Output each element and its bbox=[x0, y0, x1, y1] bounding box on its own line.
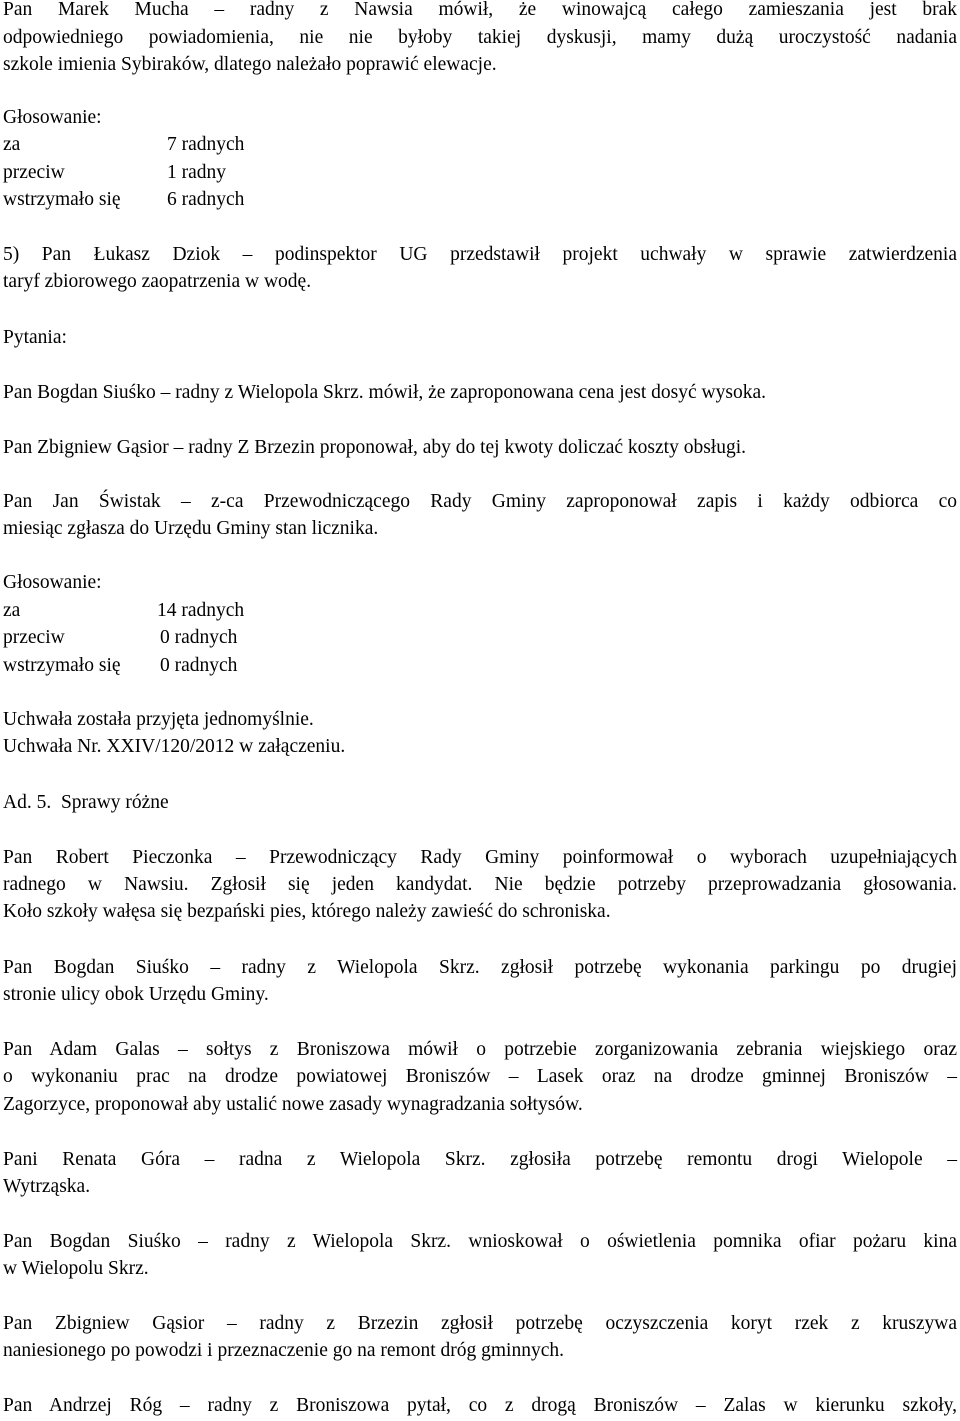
vote-count: 1 radny bbox=[167, 162, 227, 183]
paragraph-rog-line-1: Pan Andrzej Róg – radny z Broniszowa pytał, co z drogą Broniszów – Zalas w kierunku szkoły, bbox=[3, 1395, 957, 1416]
vote-label: wstrzymało się bbox=[3, 189, 121, 210]
paragraph-pieczonka-line-2: radnego w Nawsiu. Zgłosił się jeden kandydat. Nie będzie potrzeby przeprowadzania głosowania. bbox=[3, 874, 957, 895]
paragraph-dziok-line-2: taryf zbiorowego zaopatrzenia w wodę. bbox=[3, 271, 312, 292]
vote-2-heading: Głosowanie: bbox=[3, 572, 102, 593]
paragraph-galas-line-3: Zagorzyce, proponował aby ustalić nowe zasady wynagradzania sołtysów. bbox=[3, 1094, 583, 1115]
vote-count: 7 radnych bbox=[167, 134, 245, 155]
vote-count: 0 radnych bbox=[160, 627, 238, 648]
paragraph-mucha-line-3: szkole imienia Sybiraków, dlatego należało poprawić elewacje. bbox=[3, 54, 497, 75]
vote-label: wstrzymało się bbox=[3, 655, 121, 676]
paragraph-siusko-parking-line-1: Pan Bogdan Siuśko – radny z Wielopola Skrz. zgłosił potrzebę wykonania parkingu po drugiej bbox=[3, 957, 957, 978]
vote-1-row-abstain bbox=[3, 186, 957, 214]
vote-label: przeciw bbox=[3, 162, 65, 183]
resolution-number: Uchwała Nr. XXIV/120/2012 w załączeniu. bbox=[3, 736, 346, 757]
vote-label: za bbox=[3, 600, 21, 621]
vote-label: przeciw bbox=[3, 627, 65, 648]
paragraph-siusko-parking-line-2: stronie ulicy obok Urzędu Gminy. bbox=[3, 984, 269, 1005]
resolution-adopted: Uchwała została przyjęta jednomyślnie. bbox=[3, 709, 314, 730]
paragraph-gora-line-2: Wytrząska. bbox=[3, 1176, 91, 1197]
paragraph-gasior-rivers-line-2: naniesionego po powodzi i przeznaczenie go na remont dróg gminnych. bbox=[3, 1340, 564, 1361]
paragraph-pieczonka-line-3: Koło szkoły wałęsa się bezpański pies, którego należy zawieść do schroniska. bbox=[3, 901, 611, 922]
vote-count: 6 radnych bbox=[167, 189, 245, 210]
paragraph-siusko-lighting-line-2: w Wielopolu Skrz. bbox=[3, 1258, 149, 1279]
paragraph-gora-line-1: Pani Renata Góra – radna z Wielopola Skrz. zgłosiła potrzebę remontu drogi Wielopole – bbox=[3, 1149, 957, 1170]
paragraph-galas-line-1: Pan Adam Galas – sołtys z Broniszowa mówił o potrzebie zorganizowania zebrania wiejskiego oraz bbox=[3, 1039, 957, 1060]
question-siusko: Pan Bogdan Siuśko – radny z Wielopola Skrz. mówił, że zaproponowana cena jest dosyć wysoka. bbox=[3, 382, 766, 403]
vote-1-row-against bbox=[3, 159, 957, 187]
vote-2-row-abstain bbox=[3, 652, 957, 680]
paragraph-mucha-line-2: odpowiedniego powiadomienia, nie nie byłoby takiej dyskusji, mamy dużą uroczystość nadania bbox=[3, 27, 957, 48]
question-gasior: Pan Zbigniew Gąsior – radny Z Brzezin proponował, aby do tej kwoty doliczać koszty obsługi. bbox=[3, 437, 746, 458]
question-swistak-line-1: Pan Jan Świstak – z-ca Przewodniczącego Rady Gminy zaproponował zapis i każdy odbiorca co bbox=[3, 491, 957, 512]
vote-2-row-for bbox=[3, 597, 957, 625]
vote-count: 14 radnych bbox=[157, 600, 245, 621]
paragraph-pieczonka-line-1: Pan Robert Pieczonka – Przewodniczący Rady Gminy poinformował o wyborach uzupełniających bbox=[3, 847, 957, 868]
vote-count: 0 radnych bbox=[160, 655, 238, 676]
question-swistak-line-2: miesiąc zgłasza do Urzędu Gminy stan licznika. bbox=[3, 518, 379, 539]
questions-heading: Pytania: bbox=[3, 327, 67, 348]
vote-label: za bbox=[3, 134, 21, 155]
vote-1-row-for bbox=[3, 131, 957, 159]
paragraph-galas-line-2: o wykonaniu prac na drodze powiatowej Broniszów – Lasek oraz na drodze gminnej Broniszów – bbox=[3, 1066, 957, 1087]
paragraph-gasior-rivers-line-1: Pan Zbigniew Gąsior – radny z Brzezin zgłosił potrzebę oczyszczenia koryt rzek z kruszywa bbox=[3, 1313, 957, 1334]
paragraph-dziok-line-1: 5) Pan Łukasz Dziok – podinspektor UG przedstawił projekt uchwały w sprawie zatwierdzenia bbox=[3, 244, 957, 265]
vote-1-heading: Głosowanie: bbox=[3, 107, 102, 128]
section-heading-ad-5: Ad. 5. Sprawy różne bbox=[3, 792, 169, 813]
paragraph-mucha-line-1: Pan Marek Mucha – radny z Nawsia mówił, że winowajcą całego zamieszania jest brak bbox=[3, 0, 957, 20]
vote-2-row-against bbox=[3, 624, 957, 652]
paragraph-siusko-lighting-line-1: Pan Bogdan Siuśko – radny z Wielopola Skrz. wnioskował o oświetlenia pomnika ofiar pożaru kina bbox=[3, 1231, 957, 1252]
